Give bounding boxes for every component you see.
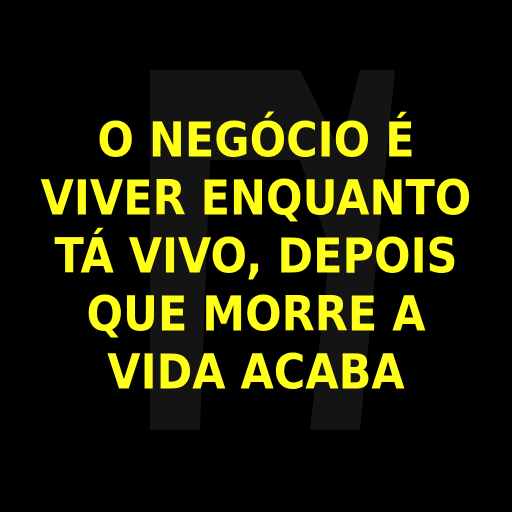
quote-line: O NEGÓCIO É	[97, 113, 415, 169]
quote-text	[0, 112, 512, 402]
quote-line: QUE MORRE A	[86, 287, 426, 343]
quote-line: TÁ VIVO, DEPOIS	[54, 229, 458, 285]
quote-line: VIVER ENQUANTO	[40, 171, 472, 227]
quote-line: VIDA ACABA	[107, 345, 405, 401]
